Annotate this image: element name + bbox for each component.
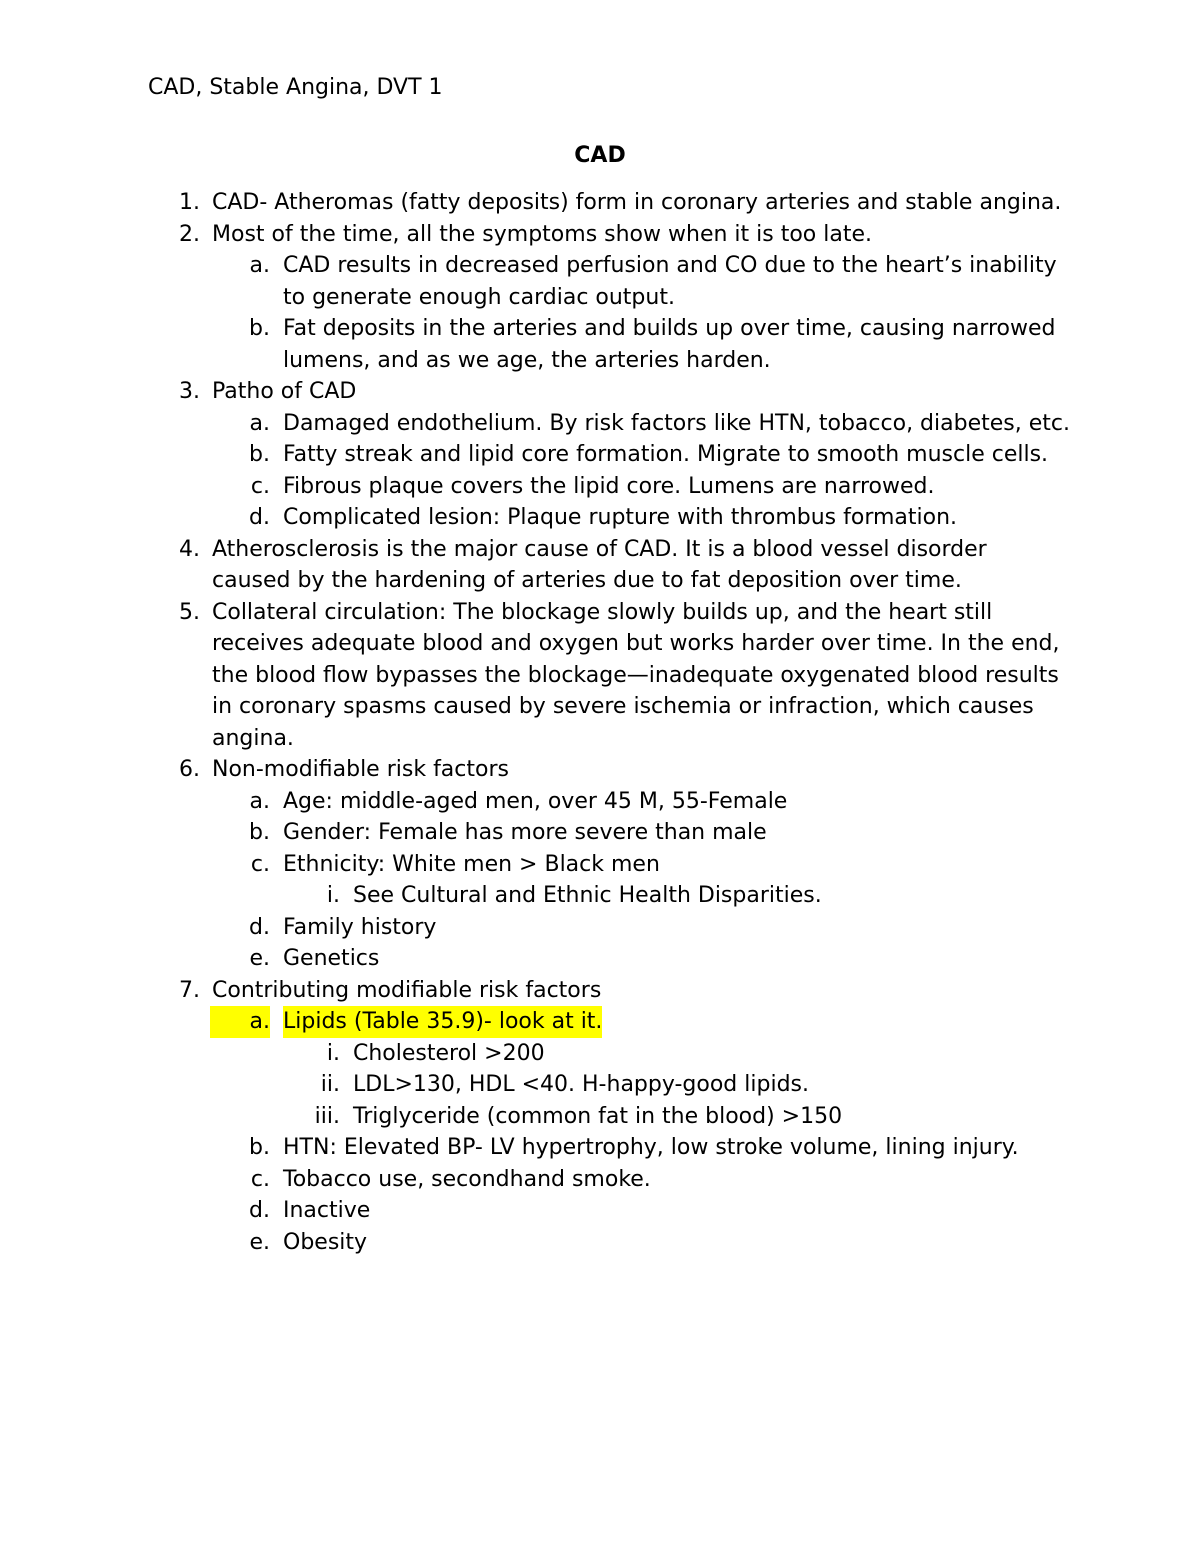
list-marker: d. xyxy=(249,1198,270,1223)
list-marker: c. xyxy=(250,851,270,877)
list-item-text: Family history xyxy=(283,914,437,940)
list-item xyxy=(0,1101,1200,1133)
list-item-text: Cholesterol >200 xyxy=(353,1040,545,1066)
list-marker: b. xyxy=(249,1135,270,1160)
list-item-text: Fatty streak and lipid core formation. Migrate to smooth muscle cells. xyxy=(283,442,1049,467)
list-item xyxy=(0,1164,1200,1196)
list-item-text: Damaged endothelium. By risk factors like HTN, tobacco, diabetes, etc. xyxy=(283,410,1070,436)
list-marker: iii. xyxy=(314,1103,340,1129)
list-item xyxy=(0,502,1200,534)
list-item xyxy=(0,439,1200,471)
list-marker: 2. xyxy=(179,221,200,247)
list-marker: 5. xyxy=(179,599,200,625)
list-item xyxy=(0,880,1200,912)
list-item-text: Complicated lesion: Plaque rupture with thrombus formation. xyxy=(283,505,958,530)
list-item-highlighted xyxy=(0,1006,1200,1038)
list-item xyxy=(0,313,1200,376)
list-marker: c. xyxy=(250,1166,270,1192)
list-marker: e. xyxy=(249,1229,270,1255)
list-item-text: LDL>130, HDL <40. H-happy-good lipids. xyxy=(353,1072,809,1097)
list-item-text: Age: middle-aged men, over 45 M, 55-Female xyxy=(283,788,788,814)
list-item xyxy=(0,1132,1200,1164)
list-item-text: Obesity xyxy=(283,1229,368,1255)
list-item-text: Most of the time, all the symptoms show when it is too late. xyxy=(212,221,872,247)
list-item-text: CAD- Atheromas (fatty deposits) form in coronary arteries and stable angina. xyxy=(212,190,1062,215)
outline-list xyxy=(0,187,1200,1258)
list-item-text: See Cultural and Ethnic Health Disparities. xyxy=(353,883,822,908)
list-marker: a. xyxy=(210,1006,270,1038)
list-item xyxy=(0,376,1200,408)
list-marker: ii. xyxy=(320,1072,340,1097)
list-item xyxy=(0,250,1200,313)
list-marker: a. xyxy=(249,410,270,436)
list-marker: d. xyxy=(249,914,270,940)
list-marker: a. xyxy=(249,788,270,814)
list-item-text: Patho of CAD xyxy=(212,379,357,404)
list-item xyxy=(0,849,1200,881)
list-item-text: Inactive xyxy=(283,1198,371,1223)
list-item xyxy=(0,817,1200,849)
list-marker: a. xyxy=(249,253,270,278)
list-item xyxy=(0,1038,1200,1070)
list-item-text: Collateral circulation: The blockage slowly builds up, and the heart still receives adequate blood and oxygen but works harder over time. In the end, the blood flow bypasses the blockage—inadequate oxygenated blood results in coronary spasms caused by severe ischemia or infraction, which causes angina. xyxy=(212,599,1060,751)
list-item xyxy=(0,943,1200,975)
list-item xyxy=(0,754,1200,786)
list-item xyxy=(0,1227,1200,1259)
list-item xyxy=(0,534,1200,597)
list-item-text: Fat deposits in the arteries and builds up over time, causing narrowed lumens, and as we age, the arteries harden. xyxy=(283,316,1056,373)
list-marker: e. xyxy=(249,946,270,971)
list-item xyxy=(0,408,1200,440)
list-item-text: HTN: Elevated BP- LV hypertrophy, low stroke volume, lining injury. xyxy=(283,1135,1019,1160)
list-item-text: Genetics xyxy=(283,946,380,971)
list-item xyxy=(0,975,1200,1007)
list-marker: c. xyxy=(250,473,270,499)
list-marker: b. xyxy=(249,442,270,467)
list-item xyxy=(0,1195,1200,1227)
page-header: CAD, Stable Angina, DVT 1 xyxy=(148,75,443,100)
list-marker: i. xyxy=(326,883,340,908)
list-marker: 7. xyxy=(179,977,200,1003)
list-marker: i. xyxy=(326,1040,340,1066)
list-item xyxy=(0,471,1200,503)
list-item xyxy=(0,597,1200,755)
list-item-text: Triglyceride (common fat in the blood) >150 xyxy=(353,1103,843,1129)
list-marker: d. xyxy=(249,505,270,530)
list-marker: 4. xyxy=(179,536,200,562)
list-item-text: Atherosclerosis is the major cause of CAD. It is a blood vessel disorder caused by the hardening of arteries due to fat deposition over time. xyxy=(212,536,987,593)
section-title: CAD xyxy=(574,143,626,168)
list-item xyxy=(0,187,1200,219)
list-item-text: Tobacco use, secondhand smoke. xyxy=(283,1166,651,1192)
list-item xyxy=(0,219,1200,251)
list-item-text: Ethnicity: White men > Black men xyxy=(283,851,660,877)
list-item-text: Gender: Female has more severe than male xyxy=(283,820,767,845)
list-marker: b. xyxy=(249,820,270,845)
list-item-text: CAD results in decreased perfusion and CO due to the heart’s inability to generate enough cardiac output. xyxy=(283,253,1057,310)
list-item-text: Non-modifiable risk factors xyxy=(212,757,509,782)
list-item xyxy=(0,1069,1200,1101)
list-marker: 3. xyxy=(179,379,200,404)
list-item-text: Lipids (Table 35.9)- look at it. xyxy=(283,1006,602,1038)
list-item-text: Fibrous plaque covers the lipid core. Lumens are narrowed. xyxy=(283,473,935,499)
list-item xyxy=(0,786,1200,818)
list-marker: 1. xyxy=(179,190,200,215)
list-marker: 6. xyxy=(179,757,200,782)
list-marker: b. xyxy=(249,316,270,341)
list-item-text: Contributing modifiable risk factors xyxy=(212,977,602,1003)
list-item xyxy=(0,912,1200,944)
